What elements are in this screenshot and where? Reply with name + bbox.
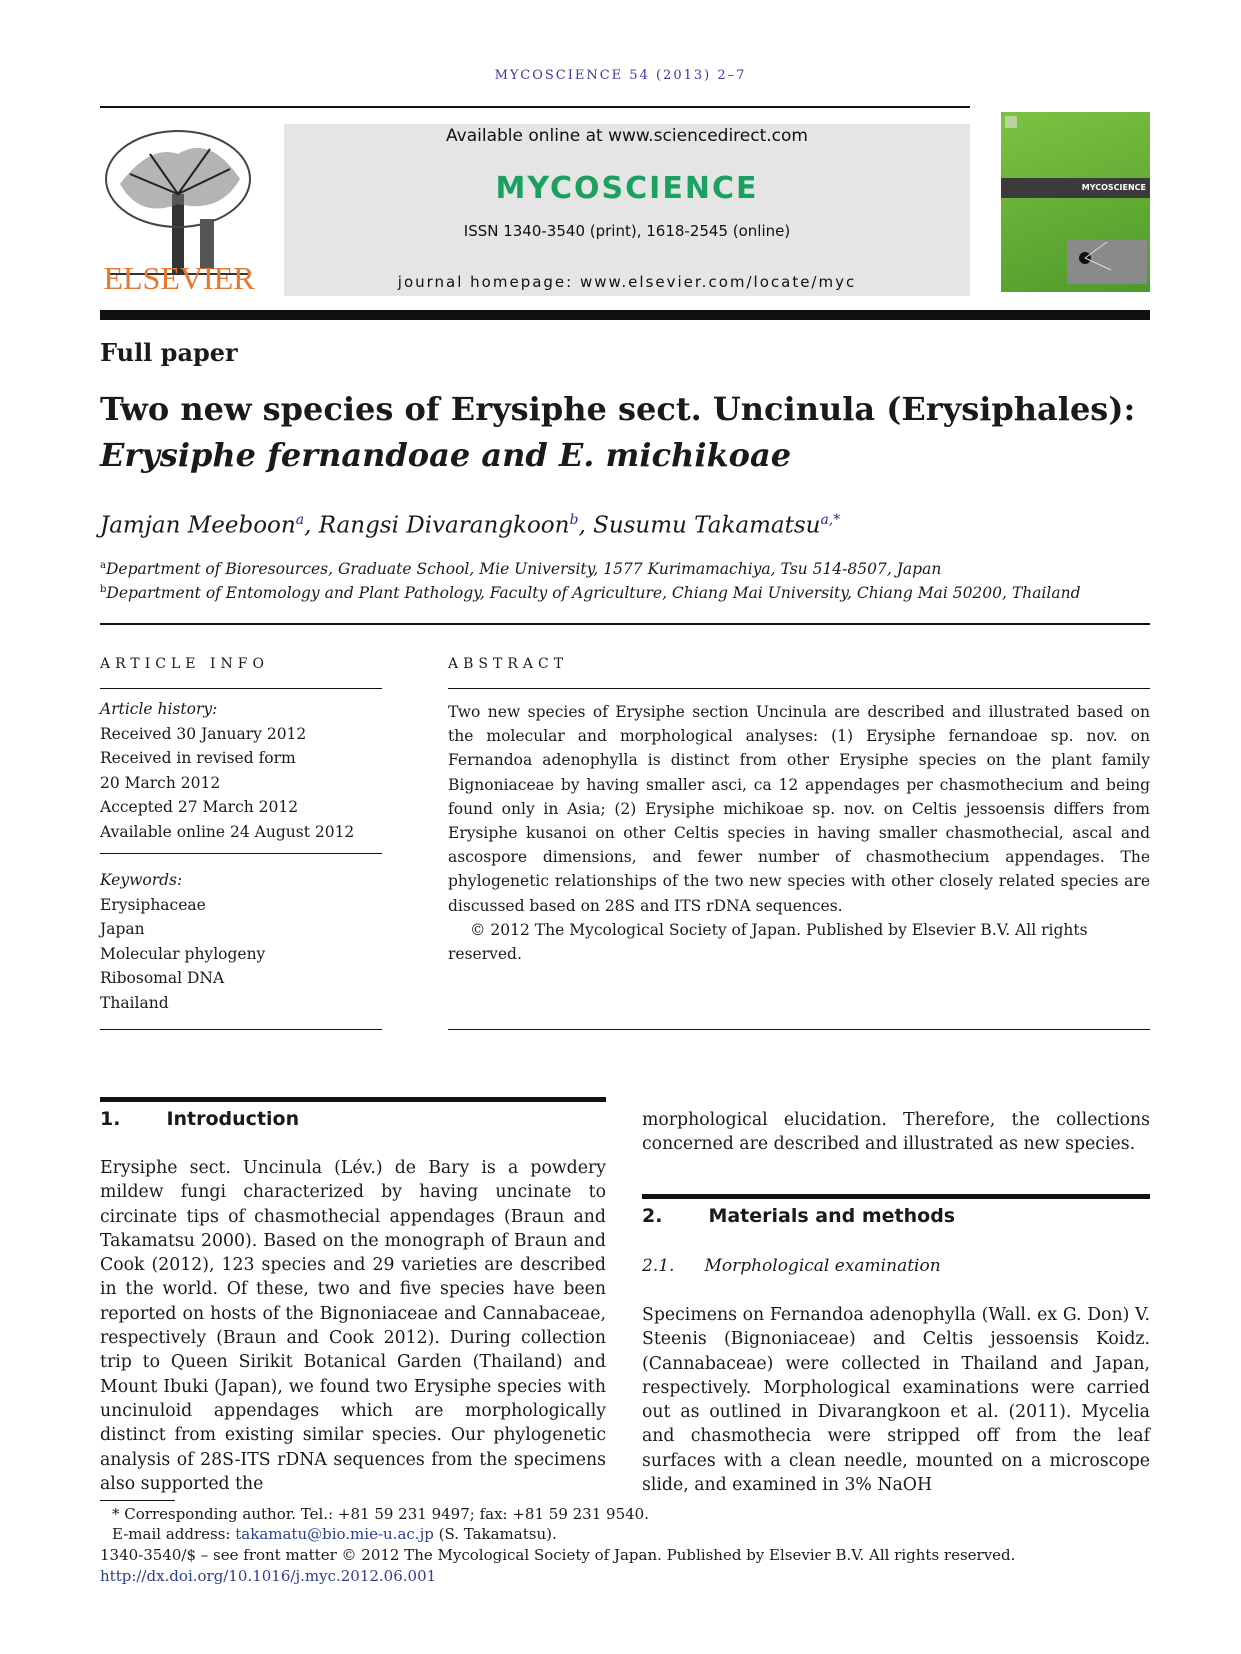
author-aff-mark: b — [569, 512, 579, 528]
author-aff-mark: a,* — [820, 512, 841, 528]
divider — [448, 1029, 1150, 1030]
paper-title — [100, 386, 1150, 478]
subsection-title: Morphological examination — [704, 1256, 941, 1276]
abstract-copyright: © 2012 The Mycological Society of Japan. Published by Elsevier B.V. All rights reserved. — [448, 920, 1088, 964]
keyword: Ribosomal DNA — [100, 969, 225, 987]
keywords — [100, 868, 265, 1015]
history-item: Received 30 January 2012 — [100, 724, 307, 743]
available-online: Available online at www.sciencedirect.com — [446, 126, 808, 146]
abstract-text: Two new species of Erysiphe section Uncinula are described and illustrated based on the molecular and morphological analyses: (1) Erysiphe fernandoae sp. nov. on Fernandoa adenophylla is distinct from other Erysiphe species on the plant family Bignoniaceae by having smaller asci, ca 12 appendages per chasmothecium and being found only in Asia; (2) Erysiphe michikoae sp. nov. on Celtis jessoensis differs from Erysiphe kusanoi on other Celtis species in having smaller chasmothecial, ascal and ascospore dimensions, and fewer number of chasmothecium appendages. The phylogenetic relationships of the two new species with other closely related species are discussed based on 28S and ITS rDNA sequences. — [448, 703, 1150, 915]
author-list: Jamjan Meeboon$^a$, Rangsi Divarangkoon$^b$, Susumu Takamatsu$^{a,*}$ — [100, 512, 841, 539]
author-name: Rangsi Divarangkoon — [318, 512, 570, 539]
email-label: E-mail address: — [112, 1525, 231, 1543]
section-heading-methods — [642, 1205, 955, 1227]
history-item: Received in revised form — [100, 749, 296, 767]
running-head: MYCOSCIENCE 54 (2013) 2–7 — [494, 68, 747, 83]
introduction-text: Erysiphe sect. Uncinula (Lév.) de Bary is a powdery mildew fungi characterized by having uncinate to circinate tips of chasmothecial appendages (Braun and Takamatsu 2000). Based on the monograph of Braun and Cook (2012), 123 species and 29 varieties are described in the world. Of these, two and five species have been reported on hosts of the Bignoniaceae and Cannabaceae, respectively (Braun and Cook 2012). During collection trip to Queen Sirikit Botanical Garden (Thailand) and Mount Ibuki (Japan), we found two Erysiphe species with uncinuloid appendages which are morphologically distinct from existing similar species. Our phylogenetic analysis of 28S-ITS rDNA sequences from the specimens also supported the — [100, 1158, 606, 1494]
issn: ISSN 1340-3540 (print), 1618-2545 (online) — [463, 222, 791, 240]
cover-logo-icon — [1005, 116, 1017, 128]
elsevier-wordmark: ELSEVIER — [103, 260, 255, 296]
front-matter: 1340-3540/$ – see front matter © 2012 The Mycological Society of Japan. Published by Elsevier B.V. All rights reserved. — [100, 1546, 1016, 1564]
history-label: Article history: — [100, 700, 218, 718]
affiliation-mark: b — [100, 584, 107, 595]
affiliation-text: Department of Entomology and Plant Pathology, Faculty of Agriculture, Chiang Mai University, Chiang Mai 50200, Thailand — [106, 584, 1081, 603]
fungus-image-icon — [1067, 240, 1147, 284]
affiliation-mark: a — [100, 560, 106, 571]
introduction-continued: morphological elucidation. Therefore, the collections concerned are described and illustrated as new species. — [642, 1110, 1150, 1155]
header-bar — [100, 310, 1150, 320]
divider — [448, 688, 1150, 689]
divider — [100, 1029, 382, 1030]
history-item: Accepted 27 March 2012 — [100, 798, 299, 816]
email-suffix: (S. Takamatsu). — [438, 1525, 557, 1543]
author-name: Susumu Takamatsu — [593, 512, 821, 539]
title-line-1: Two new species of Erysiphe sect. Uncinula (Erysiphales): — [100, 390, 1136, 428]
methods-text: Specimens on Fernandoa adenophylla (Wall. ex G. Don) V. Steenis (Bignoniaceae) and Celtis jessoensis Koidz. (Cannabaceae) were collected in Thailand and Japan, respectively. Morphological examinations were carried out as outlined in Divarangkoon et al. (2011). Mycelia and chasmothecia were stripped off from the leaf surfaces with a clean needle, mounted on a microscope slide, and examined in 3% NaOH — [642, 1305, 1150, 1496]
subsection-heading — [642, 1256, 941, 1276]
affiliation — [100, 584, 1081, 602]
email-line — [112, 1524, 557, 1544]
subsection-number: 2.1. — [642, 1256, 675, 1276]
cover-title: MYCOSCIENCE — [1001, 178, 1150, 198]
section-title: Materials and methods — [708, 1205, 956, 1227]
keyword: Thailand — [100, 993, 169, 1012]
section-heading-introduction — [100, 1108, 299, 1130]
article-history — [100, 697, 354, 844]
keyword: Erysiphaceae — [100, 895, 206, 914]
divider — [100, 853, 382, 854]
section-rule — [642, 1194, 1150, 1199]
affiliation — [100, 560, 941, 578]
doi-link[interactable]: http://dx.doi.org/10.1016/j.myc.2012.06.001 — [100, 1567, 437, 1585]
history-item: Available online 24 August 2012 — [100, 822, 355, 841]
article-info-heading: ARTICLE INFO — [100, 656, 269, 672]
elsevier-logo — [100, 124, 258, 300]
keyword: Molecular phylogeny — [100, 944, 266, 963]
email-link[interactable]: takamatu@bio.mie-u.ac.jp — [235, 1525, 434, 1543]
journal-banner — [284, 124, 970, 296]
section-rule — [100, 1097, 606, 1102]
top-rule — [100, 106, 970, 108]
journal-cover — [1001, 112, 1150, 292]
journal-homepage[interactable]: journal homepage: www.elsevier.com/locate/myc — [397, 273, 857, 291]
footnote-rule — [100, 1500, 175, 1501]
section-title: Introduction — [166, 1108, 300, 1130]
section-number: 2. — [642, 1205, 663, 1227]
affiliation-text: Department of Bioresources, Graduate School, Mie University, 1577 Kurimamachiya, Tsu 514-8507, Japan — [105, 560, 942, 579]
keywords-label: Keywords: — [100, 871, 183, 889]
divider — [100, 688, 382, 689]
journal-name: MYCOSCIENCE — [495, 171, 759, 206]
paper-type: Full paper — [100, 338, 238, 367]
author-aff-mark: a — [295, 512, 305, 528]
history-item: 20 March 2012 — [100, 773, 221, 792]
corresponding-author: * Corresponding author. Tel.: +81 59 231 9497; fax: +81 59 231 9540. — [112, 1505, 649, 1523]
section-rule — [100, 623, 1150, 625]
cover-photo — [1067, 240, 1147, 284]
author-name: Jamjan Meeboon — [100, 512, 296, 539]
section-number: 1. — [100, 1108, 121, 1130]
keyword: Japan — [100, 920, 145, 938]
abstract-heading: ABSTRACT — [448, 656, 569, 672]
title-line-2: Erysiphe fernandoae and E. michikoae — [100, 436, 792, 474]
abstract — [448, 700, 1150, 966]
